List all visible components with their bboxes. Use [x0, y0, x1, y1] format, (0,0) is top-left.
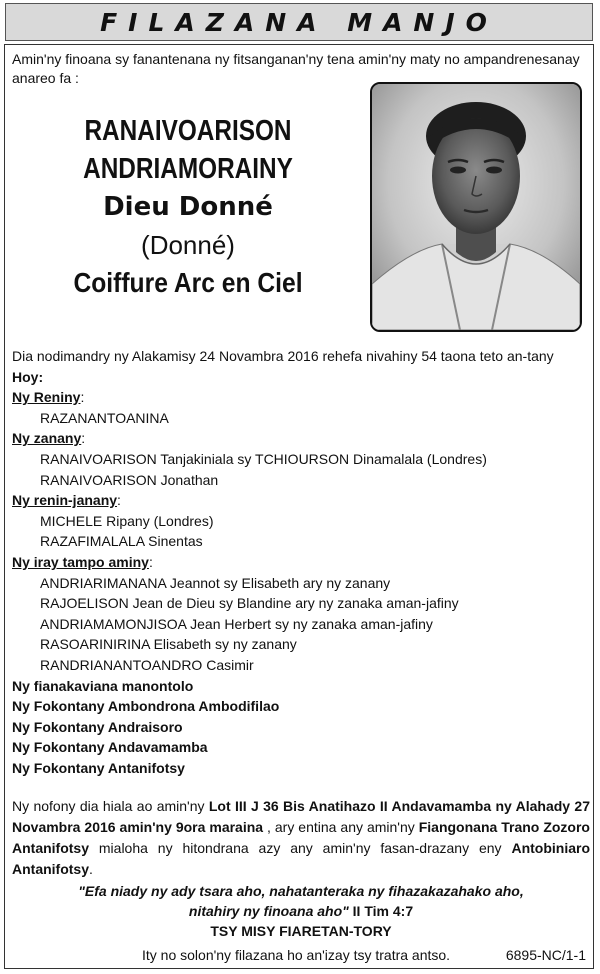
fokontany-item: Ny Fokontany Andraisoro: [12, 718, 183, 735]
quote-line-3: TSY MISY FIARETAN-TORY: [210, 923, 392, 939]
burial-text-3: mialoha ny hitondrana azy any amin'ny fasan-drazany eny: [89, 840, 512, 856]
grandmothers-label: Ny renin-janany: [12, 492, 118, 509]
hoy-text: Hoy: [12, 368, 39, 385]
quote-line-2: [12, 901, 590, 921]
portrait-photo-drawing: [372, 84, 580, 330]
deceased-business: Coiffure Arc en Ciel: [73, 267, 303, 298]
deceased-name-block: [12, 112, 364, 302]
siblings-heading: Ny iray tampo aminy:: [12, 553, 153, 570]
fokontany-item: Ny Fokontany Antanifotsy: [12, 759, 185, 776]
deceased-nickname: (Donné): [141, 230, 235, 260]
parents-label: Ny Reniny: [12, 389, 81, 406]
fokontany-item: Ny Fokontany Ambondrona Ambodifilao: [12, 698, 280, 715]
list-item: RAJOELISON Jean de Dieu sy Blandine ary ny zanaka aman-jafiny: [40, 595, 459, 612]
burial-text-1: Ny nofony dia hiala ao amin'ny: [12, 798, 209, 814]
grandmothers-heading: Ny renin-janany:: [12, 492, 121, 509]
list-item: RAZAFIMALALA Sinentas: [40, 533, 203, 550]
footer-reference: 6895-NC/1-1: [505, 947, 586, 963]
list-item: RANAIVOARISON Tanjakiniala sy TCHIOURSON Dinamalala (Londres): [40, 450, 487, 467]
other-family-item: Ny fianakaviana manontolo: [12, 677, 194, 694]
family-section: [12, 346, 592, 778]
list-item: ANDRIAMAMONJISOA Jean Herbert sy ny zanaka aman-jafiny: [40, 615, 433, 632]
burial-paragraph: [12, 796, 590, 880]
list-item: RANDRIANANTOANDRO Casimir: [40, 656, 254, 673]
list-item: MICHELE Ripany (Londres): [40, 512, 214, 529]
footer-notice: Ity no solon'ny filazana ho an'izay tsy tratra antso.: [142, 947, 451, 963]
parents-heading: Ny Reniny:: [12, 389, 85, 406]
burial-location: Lot III J 36 Bis Anatihazo II Andavamamba ny Alahady 27 Novambra 2016 amin'ny 9ora maraina: [12, 798, 590, 835]
list-item: ANDRIARIMANANA Jeannot sy Elisabeth ary ny zanany: [40, 574, 391, 591]
tomb-location: Antobiniaro Antanifotsy: [12, 840, 590, 877]
hoy-label: Hoy:: [12, 368, 44, 385]
portrait-photo: [370, 82, 582, 332]
list-item: RANAIVOARISON Jonathan: [40, 471, 219, 488]
children-label: Ny zanany: [12, 430, 82, 447]
scripture-quote: [12, 881, 590, 941]
burial-text-2: , ary entina any amin'ny: [263, 819, 419, 835]
deceased-surname-2: ANDRIAMORAINY: [83, 153, 293, 185]
footer: [12, 945, 590, 965]
list-item: RAZANANTOANINA: [40, 409, 169, 426]
quote-line-1: [12, 881, 590, 901]
siblings-label: Ny iray tampo aminy: [12, 553, 149, 570]
children-heading: Ny zanany:: [12, 430, 86, 447]
quote-text-1: "Efa niady ny ady tsara aho, nahatanteraka ny fihazakazahako aho,: [78, 883, 524, 899]
intro-text: Amin'ny finoana sy fanantenana ny fitsanganan'ny tena amin'ny maty no ampandrenesanay anareo fa :: [12, 51, 580, 86]
quote-reference: II Tim 4:7: [348, 903, 414, 919]
page-title: FILAZANA MANJO: [100, 7, 498, 37]
quote-text-2: nitahiry ny finoana aho": [188, 903, 349, 919]
list-item: RASOARINIRINA Elisabeth sy ny zanany: [40, 636, 297, 653]
header-banner: [5, 3, 593, 41]
deceased-surname: RANAIVOARISON: [84, 115, 292, 147]
fokontany-item: Ny Fokontany Andavamamba: [12, 739, 208, 756]
deceased-given-name: Dieu Donné: [103, 192, 273, 222]
church-name: Fiangonana Trano Zozoro Antanifotsy: [12, 819, 590, 856]
burial-end: .: [89, 861, 93, 877]
death-statement: Dia nodimandry ny Alakamisy 24 Novambra 2016 rehefa nivahiny 54 taona teto an-tany: [12, 348, 554, 364]
